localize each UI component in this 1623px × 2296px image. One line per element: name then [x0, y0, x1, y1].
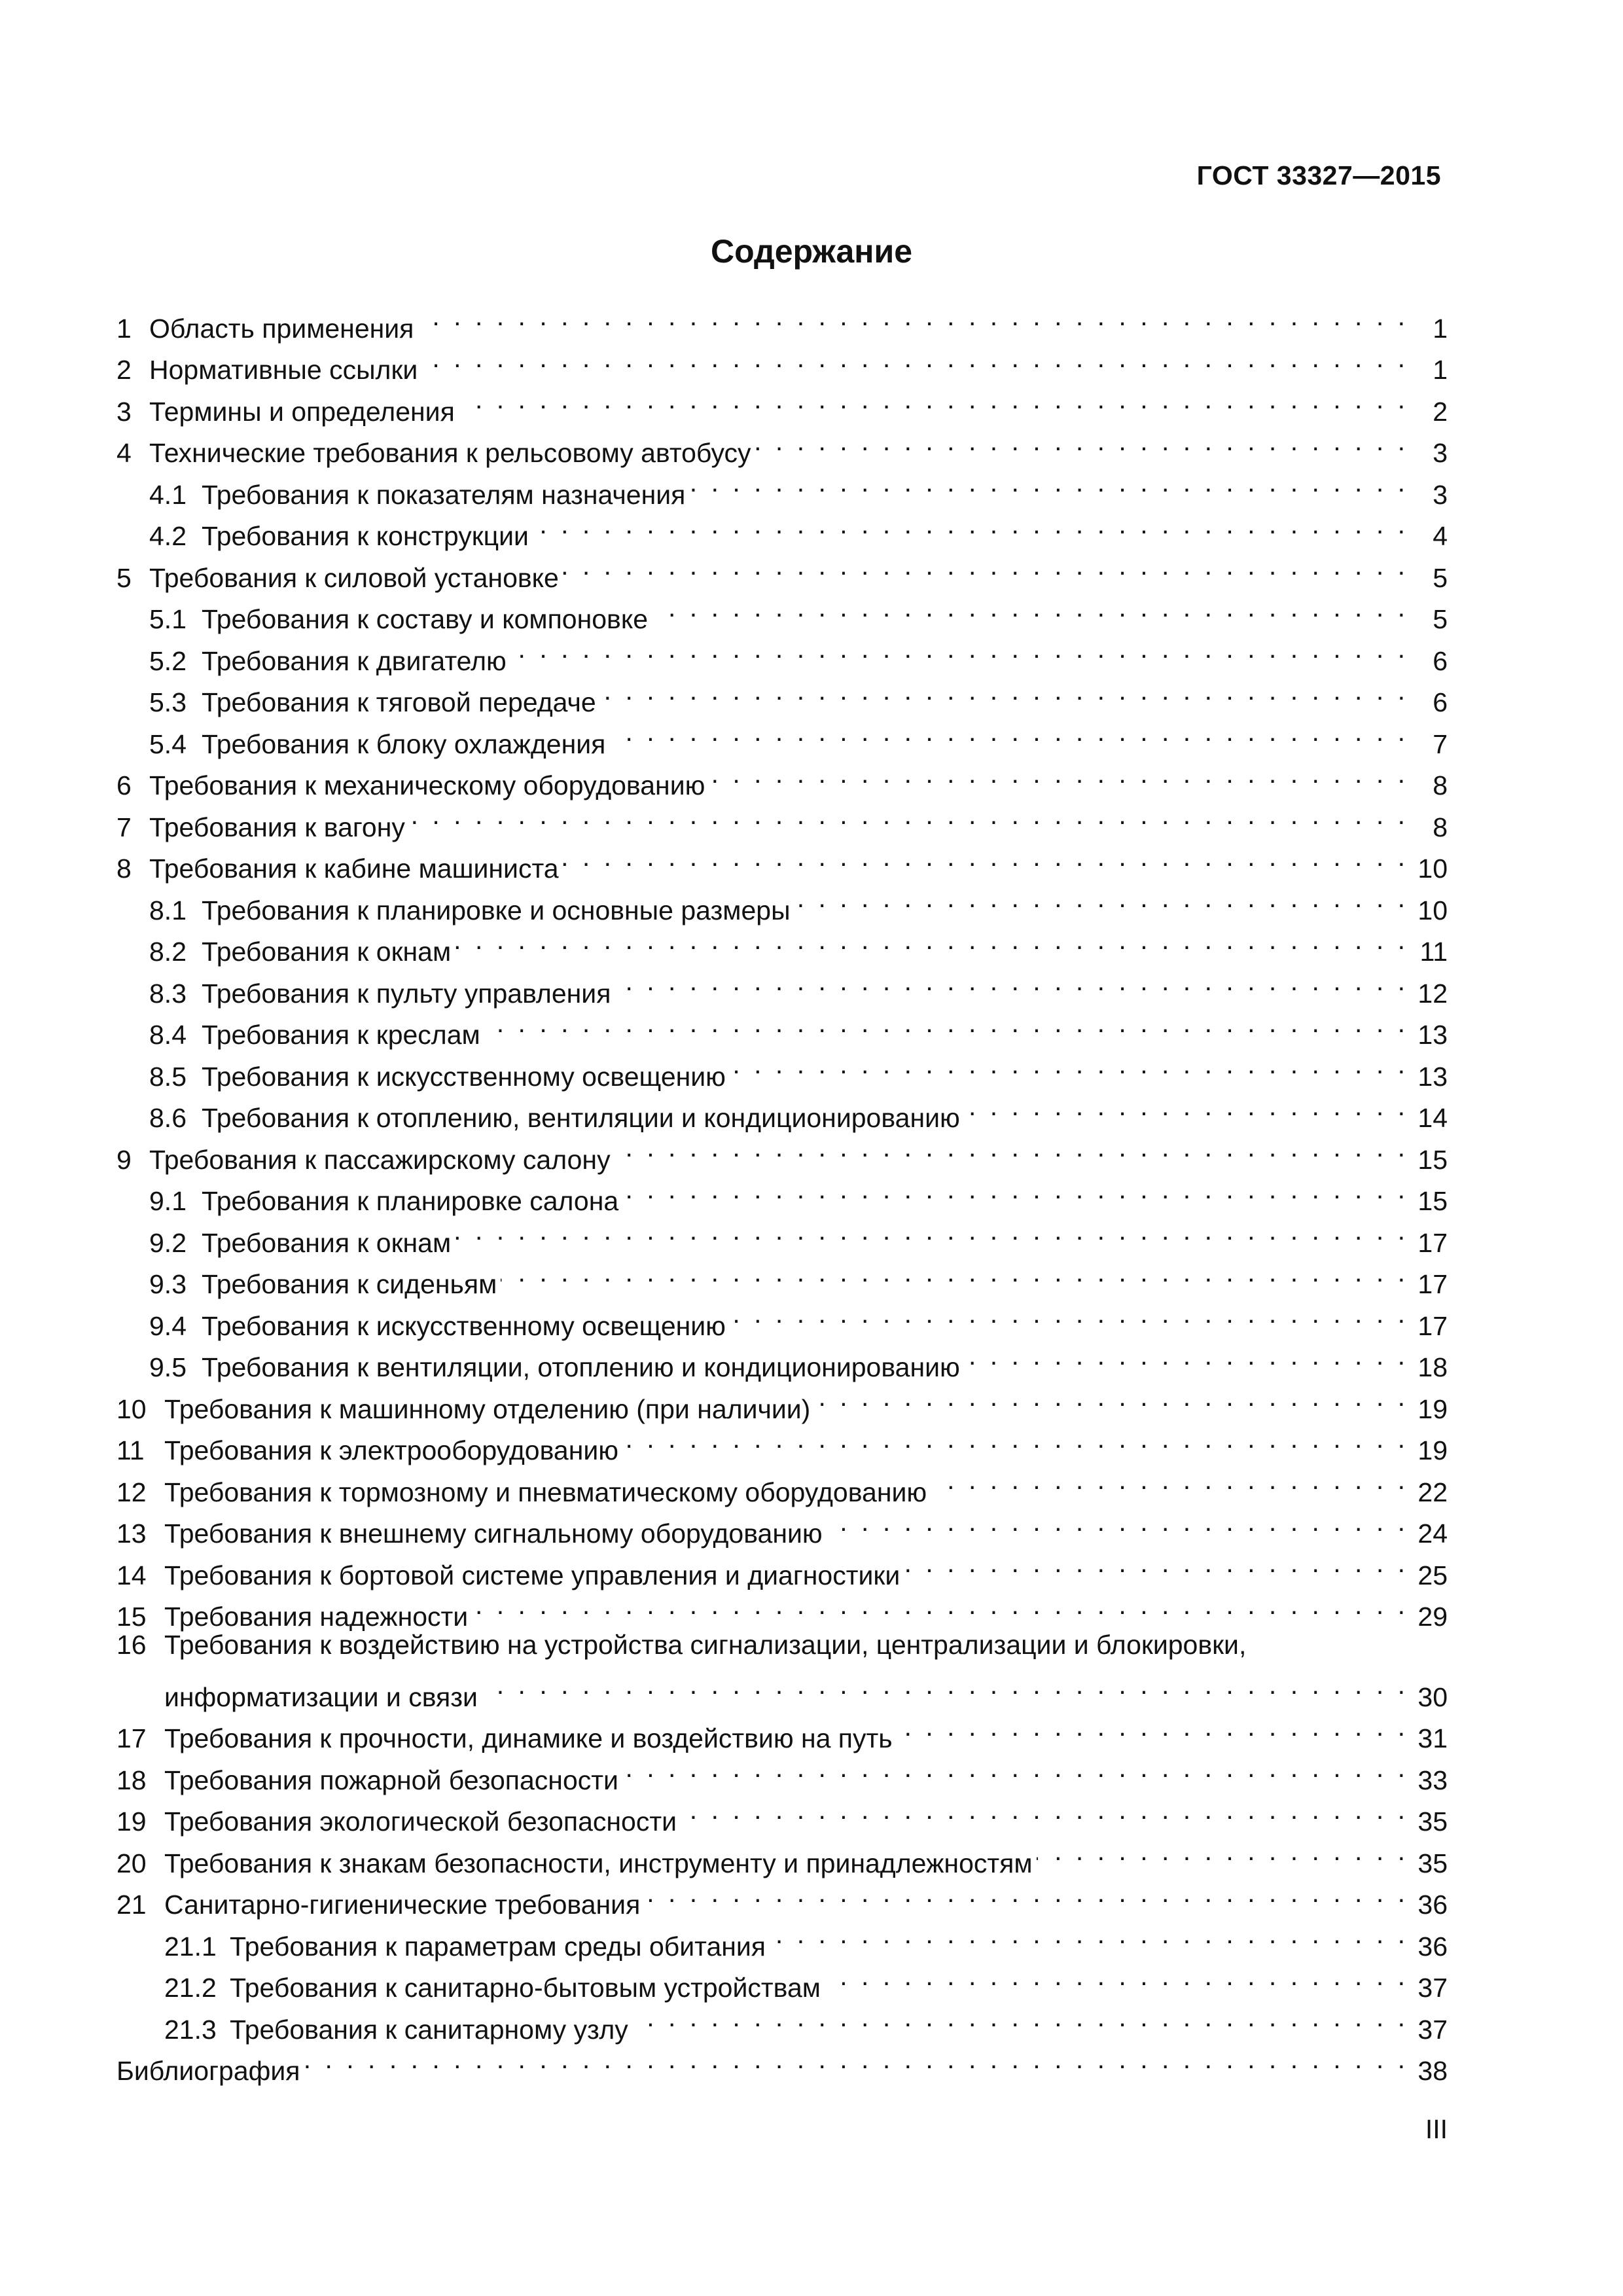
toc-entry-title: Требования пожарной безопасности	[164, 1765, 618, 1795]
toc-entry-title: Требования к воздействию на устройства сигнализации, централизации и блокировки,	[164, 1630, 1247, 1660]
toc-entry-title: Требования к двигателю	[202, 645, 507, 676]
toc-entry-page: 7	[1433, 728, 1448, 759]
toc-leader-dots	[484, 1003, 1408, 1045]
toc-leader-dots	[615, 961, 1408, 1003]
toc-entry-title: Требования к составу и компоновке	[202, 604, 649, 634]
toc-entry-page: 8	[1433, 770, 1448, 800]
toc-leader-dots	[421, 338, 1408, 380]
toc-entry-page: 3	[1433, 438, 1448, 468]
toc-leader-dots	[904, 1543, 1408, 1585]
toc-entry-continuation	[116, 1664, 1448, 1712]
toc-leader-dots	[622, 1169, 1408, 1211]
toc-leader-dots	[755, 421, 1408, 463]
toc-entry-number: 12	[116, 1477, 147, 1507]
toc-entry-page: 18	[1418, 1352, 1448, 1382]
toc-entry-title: Требования к искусственному освещению	[202, 1061, 726, 1092]
toc-entry-page: 3	[1433, 479, 1448, 510]
toc-entry-page: 14	[1418, 1103, 1448, 1133]
toc-entry-number: 9	[116, 1144, 132, 1175]
toc-entry-page: 5	[1433, 562, 1448, 593]
toc-leader-dots	[600, 670, 1408, 712]
toc-leader-dots	[770, 1914, 1408, 1956]
toc-entry-title: Требования к бортовой системе управления и диагностики	[164, 1560, 901, 1590]
toc-leader-dots	[304, 2039, 1408, 2081]
toc-entry-title: Требования к санитарно-бытовым устройствам	[230, 1973, 821, 2003]
toc-entry-page: 8	[1433, 812, 1448, 842]
toc-entry-number: 4.1	[149, 479, 187, 510]
toc-entry-page: 19	[1418, 1435, 1448, 1465]
toc-entry-title: Санитарно-гигиенические требования	[164, 1890, 641, 1920]
toc-entry-number: 8.6	[149, 1103, 187, 1133]
toc-entry-title: Требования к отоплению, вентиляции и кондиционированию	[202, 1103, 960, 1133]
toc-entry-title: Технические требования к рельсовому автобусу	[149, 438, 751, 468]
document-code: ГОСТ 33327—2015	[1196, 160, 1441, 190]
toc-entry-number: 4.2	[149, 521, 187, 551]
toc-entry-title: Требования к вагону	[149, 812, 405, 842]
toc-leader-dots	[459, 379, 1408, 421]
toc-leader-dots	[622, 1748, 1408, 1789]
toc-entry-title: Нормативные ссылки	[149, 355, 418, 385]
toc-entry-title: Термины и определения	[149, 396, 455, 427]
toc-entry-number: 8.2	[149, 937, 187, 967]
toc-entry-title: Требования к санитарному узлу	[230, 2014, 628, 2045]
toc-entry-number: 9.5	[149, 1352, 187, 1382]
toc-leader-dots	[609, 711, 1408, 753]
toc-leader-dots	[563, 836, 1408, 878]
toc-leader-dots	[533, 504, 1408, 546]
toc-entry-page: 6	[1433, 687, 1448, 717]
toc-entry-number: 5.1	[149, 604, 187, 634]
toc-leader-dots	[652, 587, 1408, 629]
toc-leader-dots	[632, 1997, 1408, 2039]
toc-entry-title: Требования к искусственному освещению	[202, 1310, 726, 1341]
toc-entry-page: 17	[1418, 1310, 1448, 1341]
toc-entry-number: 21.3	[164, 2014, 217, 2045]
toc-entry-number: 17	[116, 1723, 147, 1753]
toc-entry-page: 13	[1418, 1020, 1448, 1050]
toc-entry-number: 9.3	[149, 1269, 187, 1299]
toc-entry-number: 21.2	[164, 1973, 217, 2003]
toc-entry	[116, 2039, 1448, 2086]
toc-entry-page: 17	[1418, 1269, 1448, 1299]
toc-entry-number: 13	[116, 1518, 147, 1549]
toc-entry	[116, 296, 1448, 344]
toc-entry-number: 4	[116, 438, 132, 468]
toc-leader-dots	[964, 1335, 1408, 1377]
toc-entry-title: Требования к планировке и основные размеры	[202, 895, 791, 925]
toc-entry-number: 8.5	[149, 1061, 187, 1092]
toc-entry-title-continuation: информатизации и связи	[164, 1681, 478, 1712]
toc-entry-title: Требования к параметрам среды обитания	[230, 1931, 766, 1962]
toc-entry-number: 5.4	[149, 728, 187, 759]
toc-entry-number: 18	[116, 1765, 147, 1795]
toc-entry-page: 5	[1433, 604, 1448, 634]
toc-entry-page: 29	[1418, 1602, 1448, 1632]
toc-entry-title: Библиография	[116, 2056, 300, 2086]
toc-entry-title: Требования к внешнему сигнальному оборудованию	[164, 1518, 823, 1549]
toc-entry-page: 15	[1418, 1186, 1448, 1216]
toc-leader-dots	[931, 1460, 1408, 1501]
toc-entry-title: Требования к планировке салона	[202, 1186, 619, 1216]
toc-leader-dots	[418, 296, 1408, 338]
toc-entry-page: 1	[1433, 355, 1448, 385]
toc-entry-title: Требования к механическому оборудованию	[149, 770, 705, 800]
toc-entry-number: 1	[116, 313, 132, 344]
toc-entry-title: Требования к пульту управления	[202, 978, 611, 1009]
toc-entry-number: 20	[116, 1848, 147, 1878]
toc-entry-title: Требования к пассажирскому салону	[149, 1144, 611, 1175]
toc-leader-dots	[730, 1044, 1408, 1086]
toc-leader-dots	[897, 1706, 1408, 1748]
toc-entry-title: Требования экологической безопасности	[164, 1806, 677, 1837]
toc-entry-number: 9.2	[149, 1227, 187, 1258]
toc-entry-page: 33	[1418, 1765, 1448, 1795]
toc-entry-title: Требования к прочности, динамике и воздействию на путь	[164, 1723, 893, 1753]
toc-leader-dots	[827, 1501, 1408, 1543]
toc-entry-number: 3	[116, 396, 132, 427]
toc-leader-dots	[730, 1293, 1408, 1335]
toc-entry-number: 5.2	[149, 645, 187, 676]
toc-entry-number: 19	[116, 1806, 147, 1837]
toc-entry-number: 21	[116, 1890, 147, 1920]
toc-entry-page: 10	[1418, 895, 1448, 925]
toc-leader-dots	[644, 1873, 1408, 1914]
toc-entry-title: Требования к окнам	[202, 937, 452, 967]
toc-entry-page: 2	[1433, 396, 1448, 427]
toc-entry-title: Требования к окнам	[202, 1227, 452, 1258]
toc-leader-dots	[622, 1418, 1408, 1460]
toc-entry-page: 6	[1433, 645, 1448, 676]
toc-entry-title: Требования надежности	[164, 1602, 469, 1632]
toc-leader-dots	[510, 628, 1408, 670]
toc-entry	[116, 1626, 1448, 1664]
toc-entry-page: 10	[1418, 853, 1448, 884]
toc-entry-number: 8.1	[149, 895, 187, 925]
toc-entry-title: Требования к конструкции	[202, 521, 529, 551]
toc-leader-dots	[794, 878, 1408, 920]
toc-entry-page: 37	[1418, 1973, 1448, 2003]
toc-leader-dots	[455, 920, 1408, 961]
table-of-contents	[116, 296, 1448, 2086]
toc-entry-page: 30	[1418, 1681, 1448, 1712]
toc-entry-number: 11	[116, 1435, 145, 1465]
toc-leader-dots	[409, 795, 1408, 836]
toc-entry-number: 8.3	[149, 978, 187, 1009]
toc-entry-number: 15	[116, 1602, 147, 1632]
toc-entry-page: 4	[1433, 521, 1448, 551]
toc-entry-number: 6	[116, 770, 132, 800]
toc-entry-page: 15	[1418, 1144, 1448, 1175]
toc-entry-number: 8.4	[149, 1020, 187, 1050]
toc-entry-number: 5	[116, 562, 132, 593]
toc-entry-page: 24	[1418, 1518, 1448, 1549]
toc-leader-dots	[964, 1086, 1408, 1128]
toc-entry-number: 2	[116, 355, 132, 385]
toc-entry-title: Требования к электрооборудованию	[164, 1435, 618, 1465]
toc-leader-dots	[1037, 1831, 1408, 1873]
toc-entry-page: 11	[1419, 937, 1448, 967]
toc-entry-title: Требования к показателям назначения	[202, 479, 686, 510]
toc-entry-page: 25	[1418, 1560, 1448, 1590]
toc-entry-number: 5.3	[149, 687, 187, 717]
toc-leader-dots	[472, 1585, 1408, 1626]
toc-entry-number: 8	[116, 853, 132, 884]
toc-leader-dots	[501, 1252, 1408, 1294]
toc-entry-title: Требования к сиденьям	[202, 1269, 497, 1299]
toc-title: Содержание	[710, 233, 913, 270]
toc-entry-number: 14	[116, 1560, 147, 1590]
toc-entry-title: Требования к блоку охлаждения	[202, 728, 606, 759]
toc-entry-page: 37	[1418, 2014, 1448, 2045]
toc-entry-number: 9.1	[149, 1186, 187, 1216]
toc-entry-page: 31	[1418, 1723, 1448, 1753]
toc-leader-dots	[689, 462, 1408, 504]
toc-entry-number: 9.4	[149, 1310, 187, 1341]
toc-entry-page: 36	[1418, 1931, 1448, 1962]
toc-entry-title: Требования к знакам безопасности, инструменту и принадлежностям	[164, 1848, 1033, 1878]
toc-entry-title: Требования к силовой установке	[149, 562, 559, 593]
toc-entry-title: Требования к вентиляции, отоплению и кондиционированию	[202, 1352, 960, 1382]
toc-entry-page: 22	[1418, 1477, 1448, 1507]
toc-leader-dots	[681, 1789, 1408, 1831]
toc-entry-page: 35	[1418, 1848, 1448, 1878]
toc-entry-page: 12	[1418, 978, 1448, 1009]
toc-entry-title: Требования к машинному отделению (при наличии)	[164, 1393, 811, 1424]
toc-leader-dots	[455, 1210, 1408, 1252]
toc-leader-dots	[563, 545, 1408, 587]
toc-entry-page: 38	[1418, 2056, 1448, 2086]
toc-entry-page: 17	[1418, 1227, 1448, 1258]
toc-leader-dots	[814, 1376, 1408, 1418]
toc-entry-number: 21.1	[164, 1931, 217, 1962]
page-number: III	[1425, 2114, 1448, 2144]
toc-entry-number: 16	[116, 1630, 147, 1660]
toc-entry-page: 19	[1418, 1393, 1448, 1424]
toc-leader-dots	[482, 1664, 1408, 1706]
toc-entry-title: Требования к кабине машиниста	[149, 853, 559, 884]
toc-entry-page: 36	[1418, 1890, 1448, 1920]
toc-entry-page: 35	[1418, 1806, 1448, 1837]
toc-entry-title: Требования к тормозному и пневматическому оборудованию	[164, 1477, 927, 1507]
toc-entry-title: Требования к креслам	[202, 1020, 480, 1050]
toc-entry-number: 7	[116, 812, 132, 842]
toc-leader-dots	[615, 1127, 1408, 1169]
toc-entry-title: Требования к тяговой передаче	[202, 687, 596, 717]
toc-entry-page: 1	[1433, 313, 1448, 344]
toc-leader-dots	[825, 1956, 1408, 1998]
toc-entry-page: 13	[1418, 1061, 1448, 1092]
toc-leader-dots	[709, 753, 1408, 795]
toc-entry-number: 10	[116, 1393, 147, 1424]
toc-entry-title: Область применения	[149, 313, 414, 344]
